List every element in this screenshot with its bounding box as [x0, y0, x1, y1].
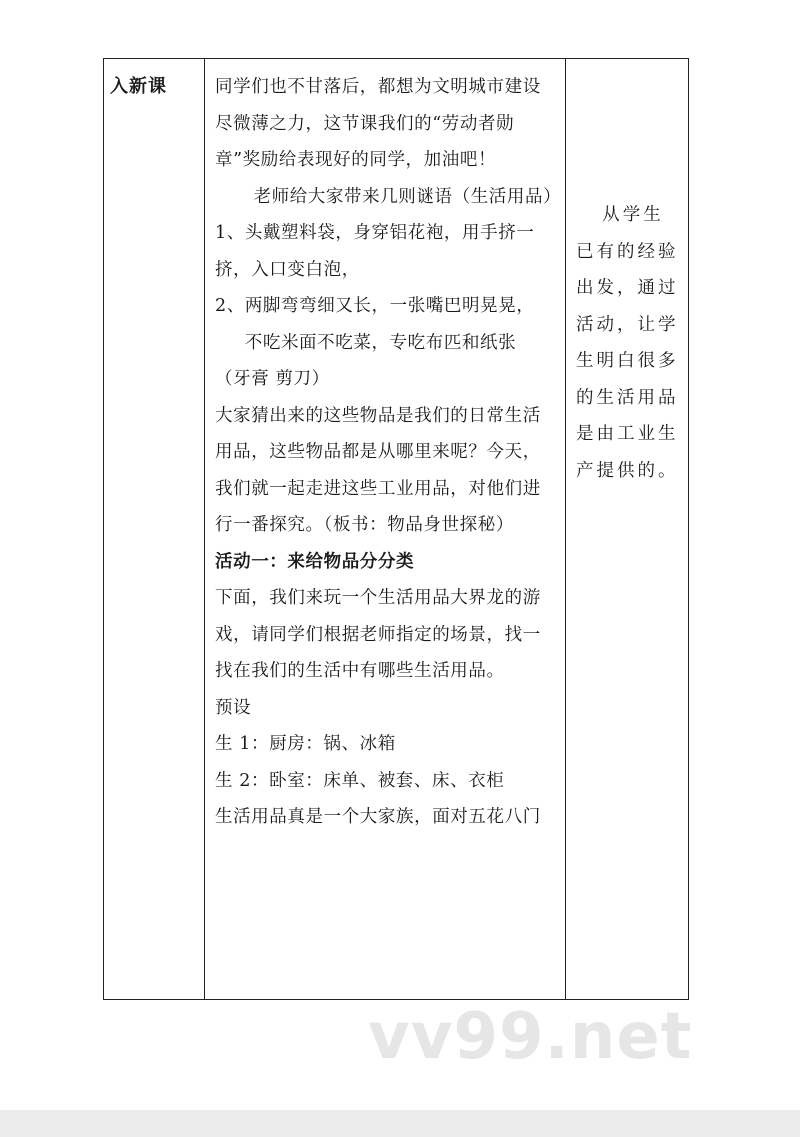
- student-answer-two: 生 2：卧室：床单、被套、床、衣柜: [215, 770, 505, 791]
- activity-title: 活动一：来给物品分分类: [215, 551, 415, 572]
- watermark: vv99.net: [368, 1000, 693, 1074]
- bottom-bar: [0, 1110, 800, 1137]
- transition-paragraph: 大家猜出来的这些物品是我们的日常生活用品，这些物品都是从哪里来呢？今天，我们就一起走进这些工业用品，对他们进行一番探究。（板书：物品身世探秘）: [215, 405, 541, 535]
- stage-cell: [104, 59, 205, 1000]
- table-row: [104, 59, 689, 1000]
- riddle-one: 1、头戴塑料袋，身穿铝花袍，用手挤一挤，入口变白泡，: [215, 223, 535, 280]
- lesson-plan-table: [103, 58, 689, 1000]
- intro-paragraph: 同学们也不甘落后，都想为文明城市建设尽微薄之力，这节课我们的“劳动者勋章”奖励给表现好的同学，加油吧！: [215, 77, 541, 170]
- design-note-text: 从学生已有的经验出发，通过活动，让学生明白很多的生活用品是由工业生产提供的。: [576, 205, 679, 481]
- note-cell: [566, 59, 689, 1000]
- design-note: [566, 59, 688, 489]
- content-cell: [205, 59, 566, 1000]
- riddle-intro: 老师给大家带来几则谜语（生活用品）: [253, 186, 562, 207]
- riddle-two-line-one: 2、两脚弯弯细又长，一张嘴巴明晃晃，: [215, 296, 535, 316]
- activity-description: 下面，我们来玩一个生活用品大界龙的游戏，请同学们根据老师指定的场景，找一找在我们的生活中有哪些生活用品。: [215, 588, 541, 681]
- lesson-content: [205, 59, 565, 836]
- stage-label: 入新课: [110, 76, 167, 97]
- preset-label: 预设: [215, 697, 252, 718]
- closing-line: 生活用品真是一个大家族，面对五花八门: [215, 807, 541, 827]
- riddle-two-line-two: 不吃米面不吃菜，专吃布匹和纸张: [244, 332, 517, 353]
- riddle-answers: （牙膏 剪刀）: [215, 369, 330, 389]
- student-answer-one: 生 1：厨房：锅、冰箱: [215, 734, 396, 754]
